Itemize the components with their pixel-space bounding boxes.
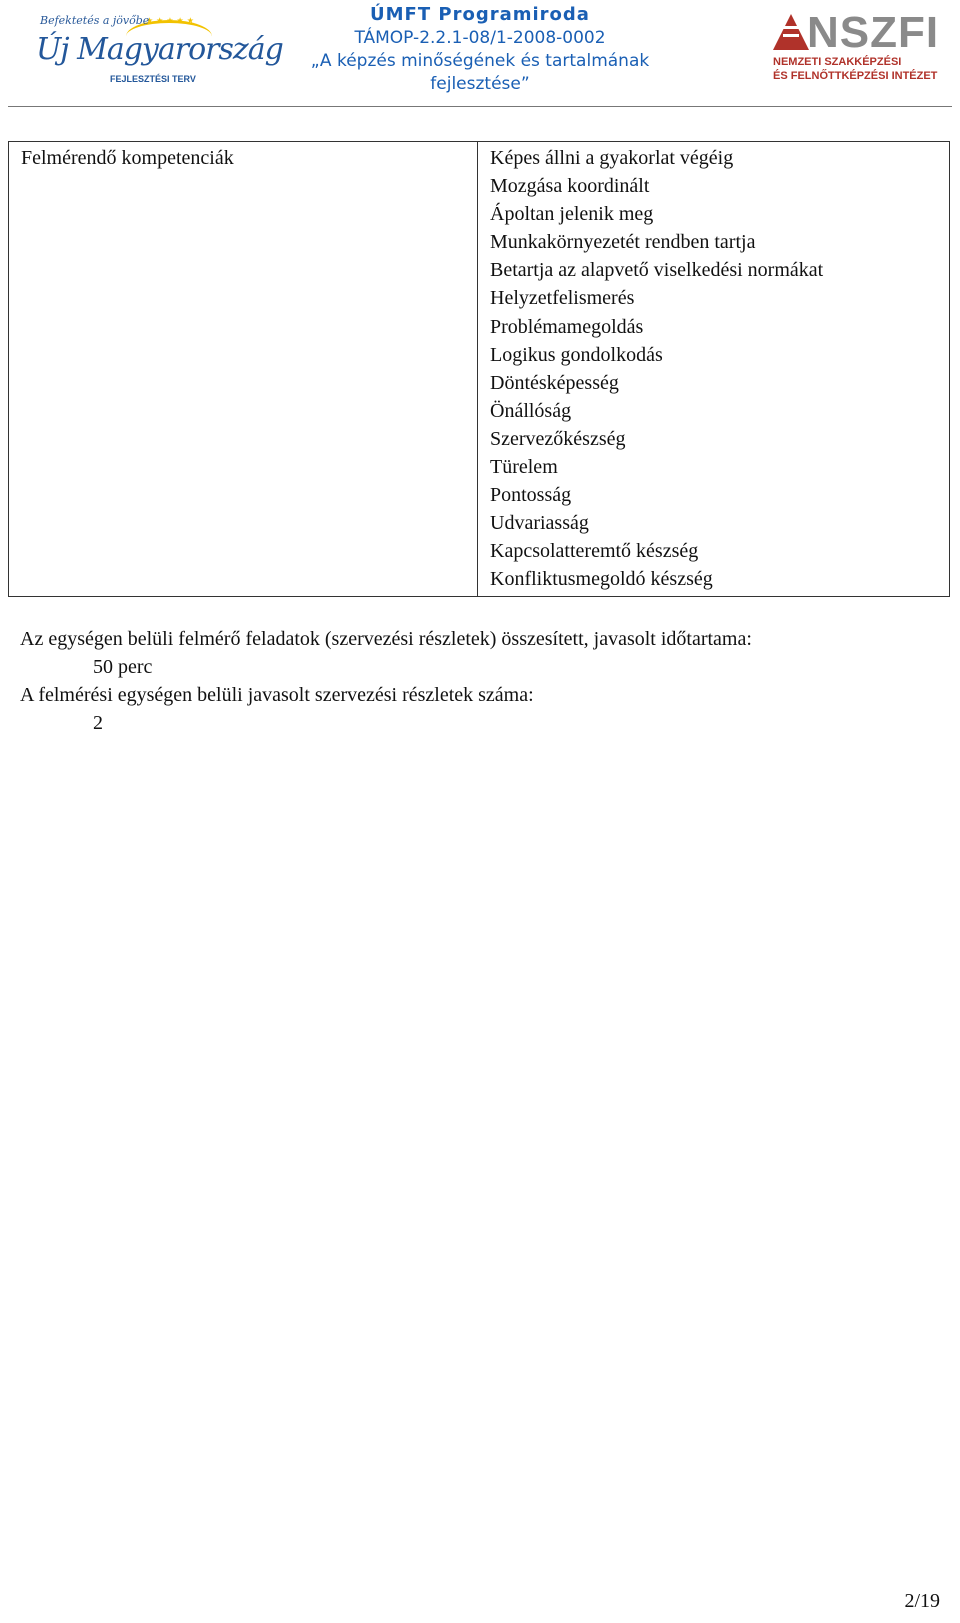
nszfi-name: NSZFI [807,8,940,57]
nszfi-mark-stripe [779,26,803,29]
list-item: Önállóság [490,399,572,422]
count-value: 2 [93,712,103,734]
header-office: ÚMFT Programiroda [370,4,590,25]
competencies-list [478,142,950,597]
list-item: Türelem [490,456,558,479]
list-item: Helyzetfelismerés [490,287,635,310]
competencies-label: Felmérendő kompetenciák [9,142,478,597]
nszfi-mark-stripe [783,34,799,37]
nszfi-line1: NEMZETI SZAKKÉPZÉSI [773,56,902,68]
header-title-block [280,3,680,96]
list-item: Udvariasság [490,512,589,535]
list-item: Ápoltan jelenik meg [490,203,654,226]
list-item: Képes állni a gyakorlat végéig [490,147,734,169]
header-project-title: „A képzés minőségének és tartalmának [310,51,650,71]
count-label: A felmérési egységen belüli javasolt szervezési részletek száma: [20,684,534,706]
table-row [9,142,950,597]
list-item: Pontosság [490,484,572,507]
uj-magyarorszag-logo [36,12,283,87]
list-item: Szervezőkészség [490,427,626,450]
header-divider [8,106,952,107]
nszfi-mark-icon [773,14,809,50]
logo-subtitle: FEJLESZTÉSI TERV [110,74,196,84]
duration-label: Az egységen belüli felmérő feladatok (szervezési részletek) összesített, javasolt időtartama: [20,628,752,650]
header-project-title-cont: fejlesztése” [430,74,530,94]
page-number: 2/19 [904,1590,940,1612]
logo-stars: ★★★★★ [146,16,197,25]
competencies-table [8,141,950,597]
nszfi-logo [773,8,943,84]
list-item: Kapcsolatteremtő készség [490,540,699,563]
list-item: Konfliktusmegoldó készség [490,568,713,591]
list-item: Munkakörnyezetét rendben tartja [490,231,756,254]
list-item: Logikus gondolkodás [490,343,663,366]
list-item: Problémamegoldás [490,315,644,338]
list-item: Mozgása koordinált [490,175,650,198]
nszfi-line2: ÉS FELNŐTTKÉPZÉSI INTÉZET [773,70,938,82]
list-item: Betartja az alapvető viselkedési normákat [490,259,824,282]
logo-tagline: Befektetés a jövőbe [40,14,150,27]
duration-value: 50 perc [93,656,153,678]
page-header [0,0,960,110]
header-project-code: TÁMOP-2.2.1-08/1-2008-0002 [354,28,606,48]
list-item: Döntésképesség [490,371,619,394]
logo-name: Új Magyarország [36,32,283,67]
